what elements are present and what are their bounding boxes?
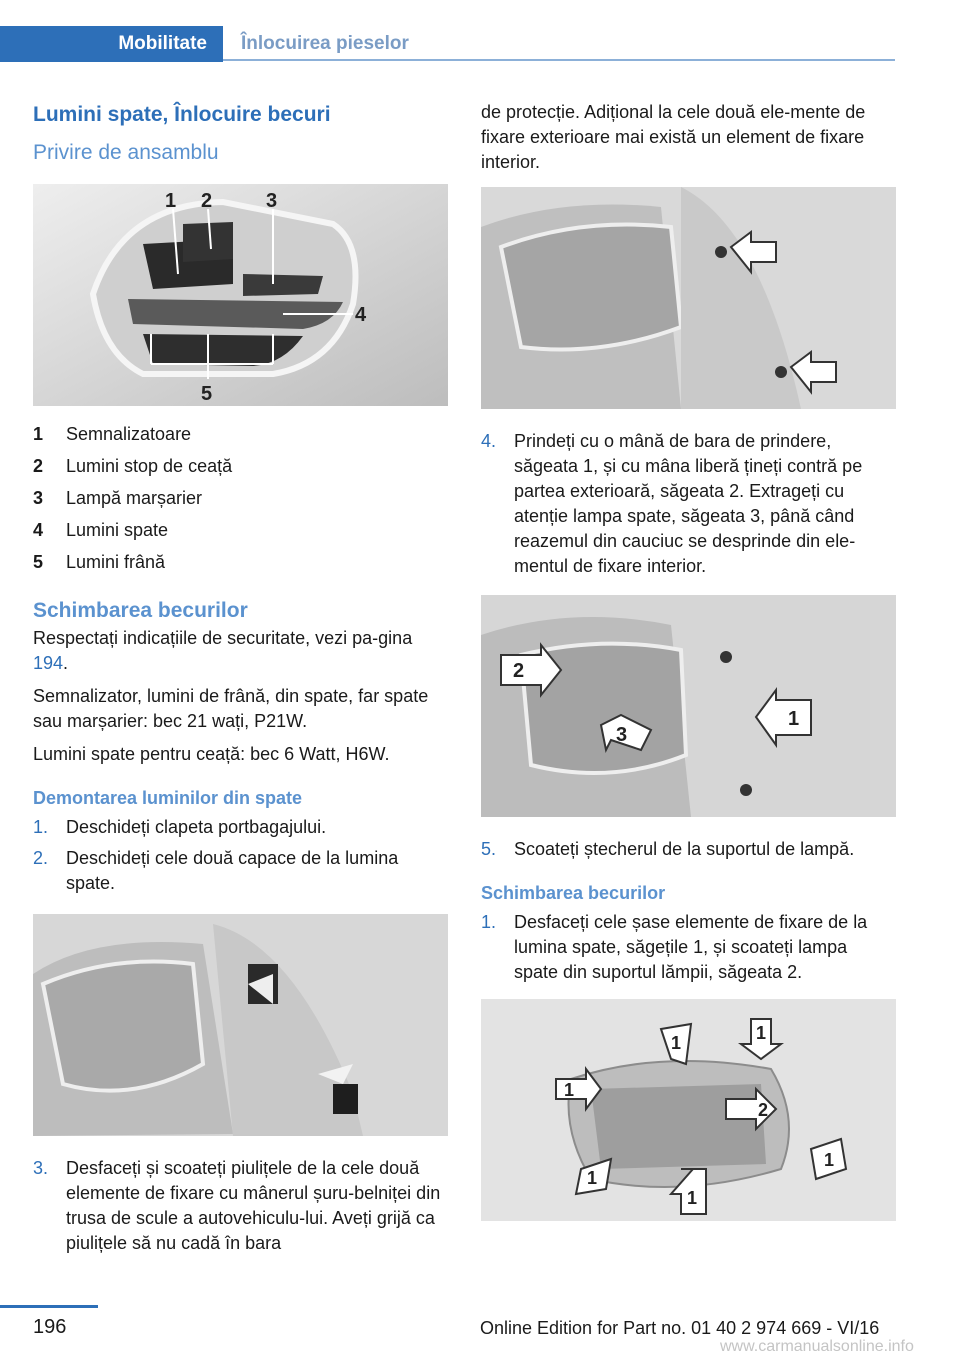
legend-text: Semnalizatoare (66, 424, 192, 444)
step-number: 1. (481, 912, 497, 932)
overview-subtitle: Privire de ansamblu (33, 141, 219, 164)
legend-number: 3 (33, 488, 44, 508)
figure1-label-2: 2 (201, 190, 213, 212)
step-number: 2. (33, 848, 49, 868)
page-number: 196 (33, 1316, 67, 1338)
legend-number: 5 (33, 552, 44, 572)
figure1-label-5: 5 (201, 383, 213, 405)
legend-item (33, 482, 448, 514)
figure4-label-1: 1 (788, 708, 800, 730)
step-item (33, 1156, 448, 1256)
figure-tail-light-overview (33, 184, 448, 406)
left-column (33, 100, 448, 1262)
bulb-spec-paragraph: Semnalizator, lumini de frână, din spate, far spate sau marșarier: bec 21 wați, P21W. (33, 686, 429, 731)
legend-item (33, 546, 448, 578)
step-number: 1. (33, 817, 49, 837)
fixing-elements-illustration (481, 187, 896, 409)
tab-inlocuirea-pieselor[interactable]: Înlocuirea pieselor (241, 33, 409, 54)
figure5-label-1d: 1 (824, 1150, 835, 1170)
fog-bulb-paragraph: Lumini spate pentru ceață: bec 6 Watt, H6W. (33, 744, 390, 764)
legend-number: 4 (33, 520, 44, 540)
figure5-label-1b: 1 (756, 1023, 767, 1043)
safety-text: Respectați indicațiile de securitate, vezi pa‐gina (33, 628, 413, 648)
trunk-open-illustration (33, 914, 448, 1136)
figure5-label-2: 2 (758, 1100, 769, 1120)
removal-heading: Demontarea luminilor din spate (33, 788, 303, 808)
step-text: Deschideți clapeta portbagajului. (66, 817, 327, 837)
legend-number: 2 (33, 456, 44, 476)
step-number: 3. (33, 1158, 49, 1178)
step-item (33, 846, 448, 896)
step-text: Scoateți ștecherul de la suportul de lampă. (514, 839, 855, 859)
figure1-label-3: 3 (266, 190, 278, 212)
bulb-change-subheading: Schimbarea becurilor (481, 883, 666, 903)
legend-text: Lumini frână (66, 552, 166, 572)
figure-lamp-holder (481, 999, 896, 1221)
legend-text: Lampă marșarier (66, 488, 203, 508)
legend-item (33, 514, 448, 546)
step-number: 4. (481, 431, 497, 451)
legend-list (33, 418, 448, 578)
step-item (33, 815, 448, 840)
step-number: 5. (481, 839, 497, 859)
section-title: Lumini spate, Înlocuire becuri (33, 103, 331, 126)
legend-text: Lumini stop de ceață (66, 456, 233, 476)
tab-mobilitate[interactable]: Mobilitate (0, 26, 223, 62)
step-item (481, 837, 896, 862)
step-text: Desfaceți și scoateți piulițele de la cele două elemente de fixare cu mânerul șuru‐belniței din trusa de scule a autovehiculu‐lui. Aveți grijă ca piulițele să nu cadă în bara (66, 1158, 441, 1253)
page-reference-link[interactable]: 194 (33, 653, 64, 673)
figure1-label-1: 1 (165, 190, 177, 212)
step-text: Prindeți cu o mână de bara de prindere, săgeata 1, și cu mâna liberă țineți contră pe partea exterioară, săgeata 2. Extrageți cu atenție lampa spate, săgeata 3, până când reazemul din cauciuc se desprinde din ele‐mentul de fixare interior. (514, 431, 863, 576)
tail-light-overview-illustration (33, 184, 448, 406)
step-item (481, 429, 896, 579)
figure4-label-2: 2 (513, 660, 525, 682)
safety-paragraph (33, 626, 448, 676)
legend-item (33, 450, 448, 482)
figure5-label-1a: 1 (671, 1033, 682, 1053)
legend-number: 1 (33, 424, 44, 444)
continuation-paragraph: de protecție. Adițional la cele două ele‐mente de fixare exterioare mai există un element de fixare interior. (481, 102, 866, 172)
safety-text-end: . (63, 653, 69, 673)
figure5-label-1e: 1 (587, 1168, 598, 1188)
figure5-label-1c: 1 (564, 1080, 575, 1100)
figure4-label-3: 3 (616, 724, 628, 746)
bulb-change-heading: Schimbarea becurilor (33, 599, 248, 622)
footer-divider (0, 1305, 98, 1308)
header-divider (223, 59, 895, 61)
figure-fixing-elements (481, 187, 896, 409)
figure1-label-4: 4 (355, 304, 367, 326)
edition-text: Online Edition for Part no. 01 40 2 974 669 - VI/16 (480, 1318, 880, 1338)
figure-removal-arrows (481, 595, 896, 817)
figure5-label-1f: 1 (687, 1188, 698, 1208)
figure-trunk-open (33, 914, 448, 1136)
legend-text: Lumini spate (66, 520, 169, 540)
lamp-holder-illustration (481, 999, 896, 1221)
step-text: Desfaceți cele șase elemente de fixare de la lumina spate, săgețile 1, și scoateți lampa spate din suportul lămpii, săgeata 2. (514, 912, 868, 982)
step-text: Deschideți cele două capace de la lumina spate. (66, 848, 399, 893)
step-item (481, 910, 896, 985)
page-header (0, 26, 895, 62)
removal-arrows-illustration (481, 595, 896, 817)
watermark: www.carmanualsonline.info (720, 1338, 914, 1355)
legend-item (33, 418, 448, 450)
right-column (481, 100, 896, 1241)
